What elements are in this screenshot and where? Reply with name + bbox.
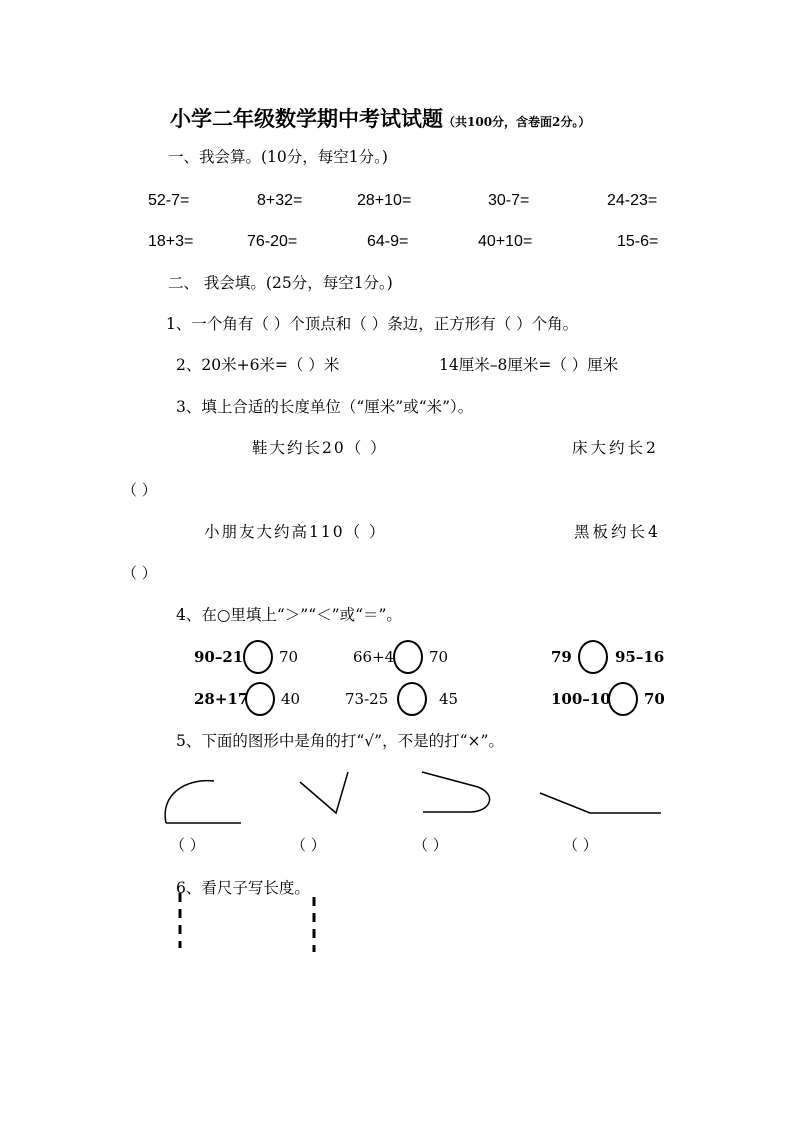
answer-blank: （ ）	[563, 836, 598, 854]
answer-blank: （ ）	[170, 836, 205, 854]
compare-left: 79	[551, 648, 572, 666]
calc-item: 15-6=	[617, 233, 659, 250]
compare-right: 40	[281, 690, 301, 708]
question-4: 4、在○里填上“＞”“＜”或“＝”。	[176, 606, 402, 624]
compare-right: 70	[429, 648, 449, 666]
question-3-item: 小朋友大约高110（ ）	[204, 523, 387, 541]
question-3-item: 床大约长2	[572, 439, 659, 457]
calc-item: 40+10=	[478, 233, 533, 250]
calc-item: 8+32=	[257, 192, 303, 209]
answer-blank: （ ）	[291, 836, 326, 854]
figure-angle-shape	[300, 772, 348, 813]
calc-item: 64-9=	[367, 233, 409, 250]
question-3: 3、填上合适的长度单位（“厘米”或“米”）。	[176, 398, 474, 416]
calc-item: 76-20=	[247, 233, 298, 250]
figure-curve-open-shape	[422, 772, 490, 812]
exam-title-note: （共100分，含卷面2分。）	[443, 115, 591, 129]
section2-heading: 二、 我会填。(25分，每空1分。)	[168, 274, 393, 292]
answer-blank: （ ）	[122, 481, 157, 499]
figure-curve-shape	[165, 781, 214, 823]
compare-right: 70	[279, 648, 299, 666]
calc-item: 28+10=	[357, 192, 412, 209]
compare-left: 90–21	[194, 648, 244, 666]
question-5: 5、下面的图形中是角的打“√”，不是的打“×”。	[176, 732, 504, 750]
calc-item: 24-23=	[607, 192, 658, 209]
compare-left: 73-25	[345, 690, 389, 708]
calc-item: 30-7=	[488, 192, 530, 209]
answer-blank: （ ）	[122, 564, 157, 582]
calc-item: 52-7=	[148, 192, 190, 209]
figure-bent-line-shape	[540, 793, 661, 813]
compare-left: 100–10	[551, 690, 611, 708]
compare-left: 28+17	[194, 690, 249, 708]
answer-blank: （ ）	[413, 836, 448, 854]
question-6: 6、看尺子写长度。	[176, 879, 310, 897]
compare-right: 70	[644, 690, 665, 708]
compare-right: 45	[439, 690, 459, 708]
question-2b: 14厘米–8厘米=（ ）厘米	[439, 356, 619, 374]
compare-right: 95–16	[615, 648, 665, 666]
question-2a: 2、20米+6米=（ ）米	[176, 356, 340, 374]
question-3-item: 鞋大约长20（ ）	[252, 439, 388, 457]
question-3-item: 黑板约长4	[574, 523, 661, 541]
calc-item: 18+3=	[148, 233, 194, 250]
exam-title-main: 小学二年级数学期中考试试题	[170, 106, 443, 131]
question-1: 1、一个角有（ ）个顶点和（ ）条边，正方形有（ ）个角。	[166, 315, 579, 333]
section1-heading: 一、我会算。(10分，每空1分。)	[168, 148, 388, 166]
compare-left: 66+4	[353, 648, 395, 666]
